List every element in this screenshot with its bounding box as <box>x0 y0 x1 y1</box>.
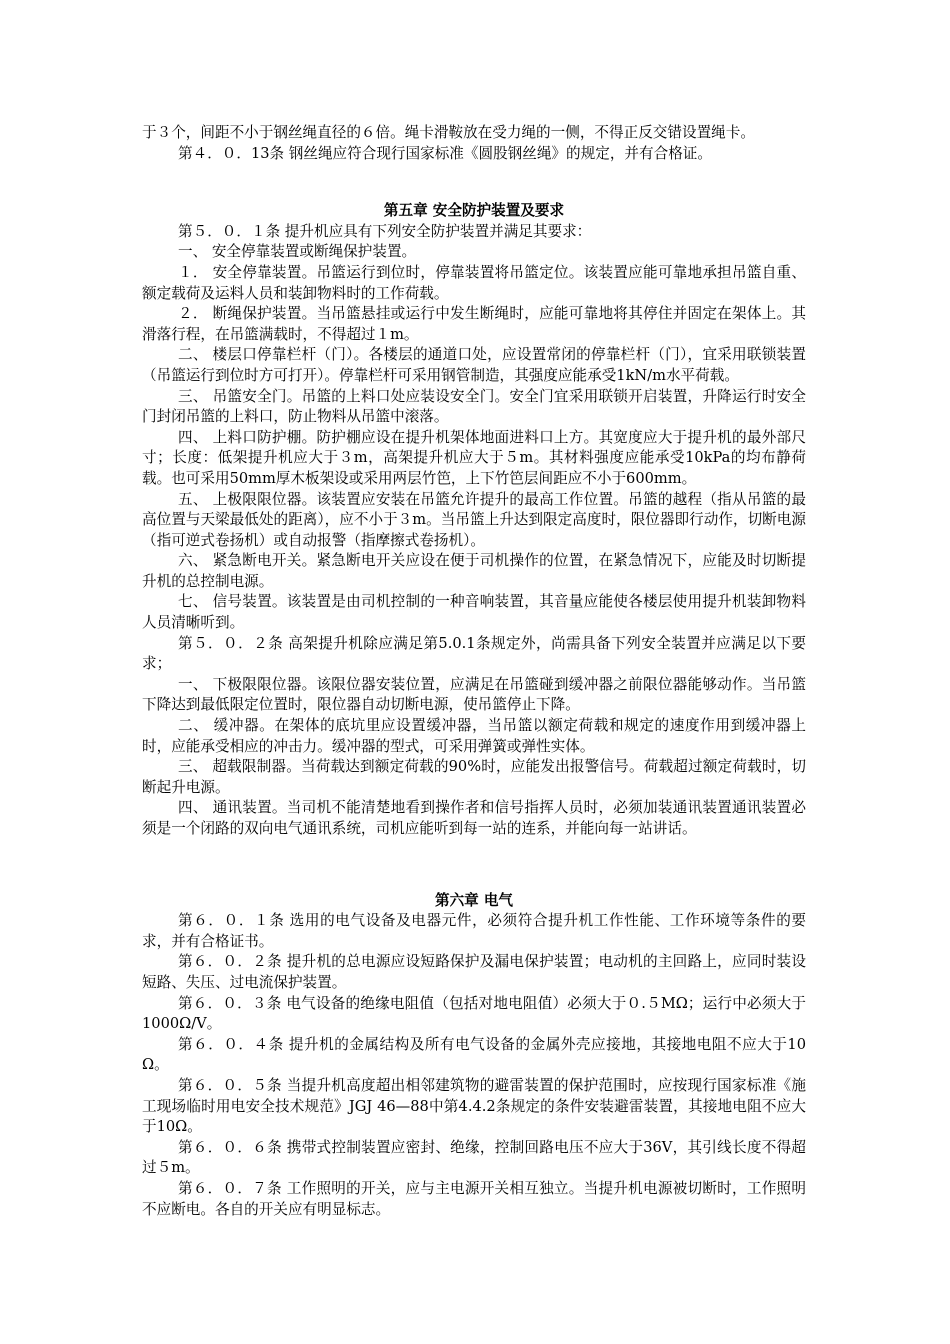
clause-5-1-item-7: 七、 信号装置。该装置是由司机控制的一种音响装置，其音量应能使各楼层使用提升机装卸物料人员清晰听到。 <box>142 593 806 632</box>
clause-5-1-item-6: 六、 紧急断电开关。紧急断电开关应设在便于司机操作的位置，在紧急情况下，应能及时切断提升机的总控制电源。 <box>142 552 806 590</box>
clause-5-1-item-1-sub-1: １． 安全停靠装置。吊篮运行到位时，停靠装置将吊篮定位。该装置应能可靠地承担吊篮自重、额定载荷及运料人员和装卸物料时的工作荷载。 <box>142 263 806 302</box>
article-6-0-3: 第６．０．３条 电气设备的绝缘电阻值（包括对地电阻值）必须大于０.５MΩ；运行中必须大于1000Ω/V。 <box>142 994 806 1033</box>
clause-5-2-item-3: 三、 超载限制器。当荷载达到额定荷载的90%时，应能发出报警信号。荷载超过额定荷载时，切断起升电源。 <box>142 758 806 796</box>
paragraph-continuation: 于３个，间距不小于钢丝绳直径的６倍。绳卡滑鞍放在受力绳的一侧，不得正反交错设置绳卡。 <box>142 124 755 141</box>
clause-5-1-item-1-sub-2: ２． 断绳保护装置。当吊篮悬挂或运行中发生断绳时，应能可靠地将其停住并固定在架体上。其滑落行程，在吊篮满载时，不得超过１m。 <box>142 305 806 343</box>
clause-5-1-item-3: 三、 吊篮安全门。吊篮的上料口处应装设安全门。安全门宜采用联锁开启装置，升降运行时安全门封闭吊篮的上料口，防止物料从吊篮中滚落。 <box>142 387 806 426</box>
article-4-0-13: 第４．０．13条 钢丝绳应符合现行国家标准《圆股钢丝绳》的规定，并有合格证。 <box>178 144 712 162</box>
clause-5-2-item-1: 一、 下极限限位器。该限位器安装位置，应满足在吊篮碰到缓冲器之前限位器能够动作。当吊篮下降达到最低限定位置时，限位器自动切断电源，使吊篮停止下降。 <box>142 675 806 714</box>
section-spacer <box>142 840 806 891</box>
article-5-0-2: 第５．０．２条 高架提升机除应满足第5.0.1条规定外，尚需具备下列安全装置并应满足以下要求； <box>142 634 806 673</box>
article-6-0-7: 第６．０．７条 工作照明的开关，应与主电源开关相互独立。当提升机电源被切断时，工作照明不应断电。各自的开关应有明显标志。 <box>142 1179 806 1218</box>
clause-5-1-item-5: 五、 上极限限位器。该装置应安装在吊篮允许提升的最高工作位置。吊篮的越程（指从吊篮的最高位置与天梁最低处的距离），应不小于３m。当吊篮上升达到限定高度时，限位器即行动作，切断电源（指可逆式卷扬机）或自动报警（指摩擦式卷扬机）。 <box>142 490 806 549</box>
chapter-6-title: 第六章 电气 <box>434 891 514 909</box>
clause-5-2-item-4: 四、 通讯装置。当司机不能清楚地看到操作者和信号指挥人员时，必须加装通讯装置通讯装置必须是一个闭路的双向电气通讯系统，司机应能听到每一站的连系，并能向每一站讲话。 <box>142 799 806 837</box>
clause-5-2-item-2: 二、 缓冲器。在架体的底坑里应设置缓冲器，当吊篮以额定荷载和规定的速度作用到缓冲器上时，应能承受相应的冲击力。缓冲器的型式，可采用弹簧或弹性实体。 <box>142 717 806 755</box>
article-6-0-1: 第６．０．１条 选用的电气设备及电器元件，必须符合提升机工作性能、工作环境等条件的要求，并有合格证书。 <box>142 912 806 950</box>
article-6-0-2: 第６．０．２条 提升机的总电源应设短路保护及漏电保护装置；电动机的主回路上，应同时装设短路、失压、过电流保护装置。 <box>142 953 806 991</box>
article-5-0-1: 第５．０．１条 提升机应具有下列安全防护装置并满足其要求： <box>178 222 592 240</box>
clause-5-1-item-2: 二、 楼层口停靠栏杆（门）。各楼层的通道口处，应设置常闭的停靠栏杆（门），宜采用联锁装置（吊篮运行到位时方可打开）。停靠栏杆可采用钢管制造，其强度应能承受1kN/m水平荷载。 <box>142 346 806 384</box>
clause-5-1-item-1: 一、 安全停靠装置或断绳保护装置。 <box>178 243 417 261</box>
section-spacer <box>142 164 806 201</box>
article-6-0-5: 第６．０．５条 当提升机高度超出相邻建筑物的避雷装置的保护范围时，应按现行国家标准《施工现场临时用电安全技术规范》JGJ 46—88中第4.4.2条规定的条件安装避雷装置，其接地电阻不应大于10Ω。 <box>142 1076 806 1136</box>
article-6-0-6: 第６．０．６条 携带式控制装置应密封、绝缘，控制回路电压不应大于36V，其引线长度不得超过５m。 <box>142 1138 806 1177</box>
document-page <box>142 123 806 1220</box>
clause-5-1-item-4: 四、 上料口防护棚。防护棚应设在提升机架体地面进料口上方。其宽度应大于提升机的最外部尺寸；长度：低架提升机应大于３m，高架提升机应大于５m。其材料强度应能承受10kPa的均布静荷载。也可采用50mm厚木板架设或采用两层竹笆，上下竹笆层间距应不小于600mm。 <box>142 428 806 487</box>
chapter-5-title: 第五章 安全防护装置及要求 <box>383 202 565 220</box>
article-6-0-4: 第６．０．４条 提升机的金属结构及所有电气设备的金属外壳应接地，其接地电阻不应大于10Ω。 <box>142 1035 806 1074</box>
